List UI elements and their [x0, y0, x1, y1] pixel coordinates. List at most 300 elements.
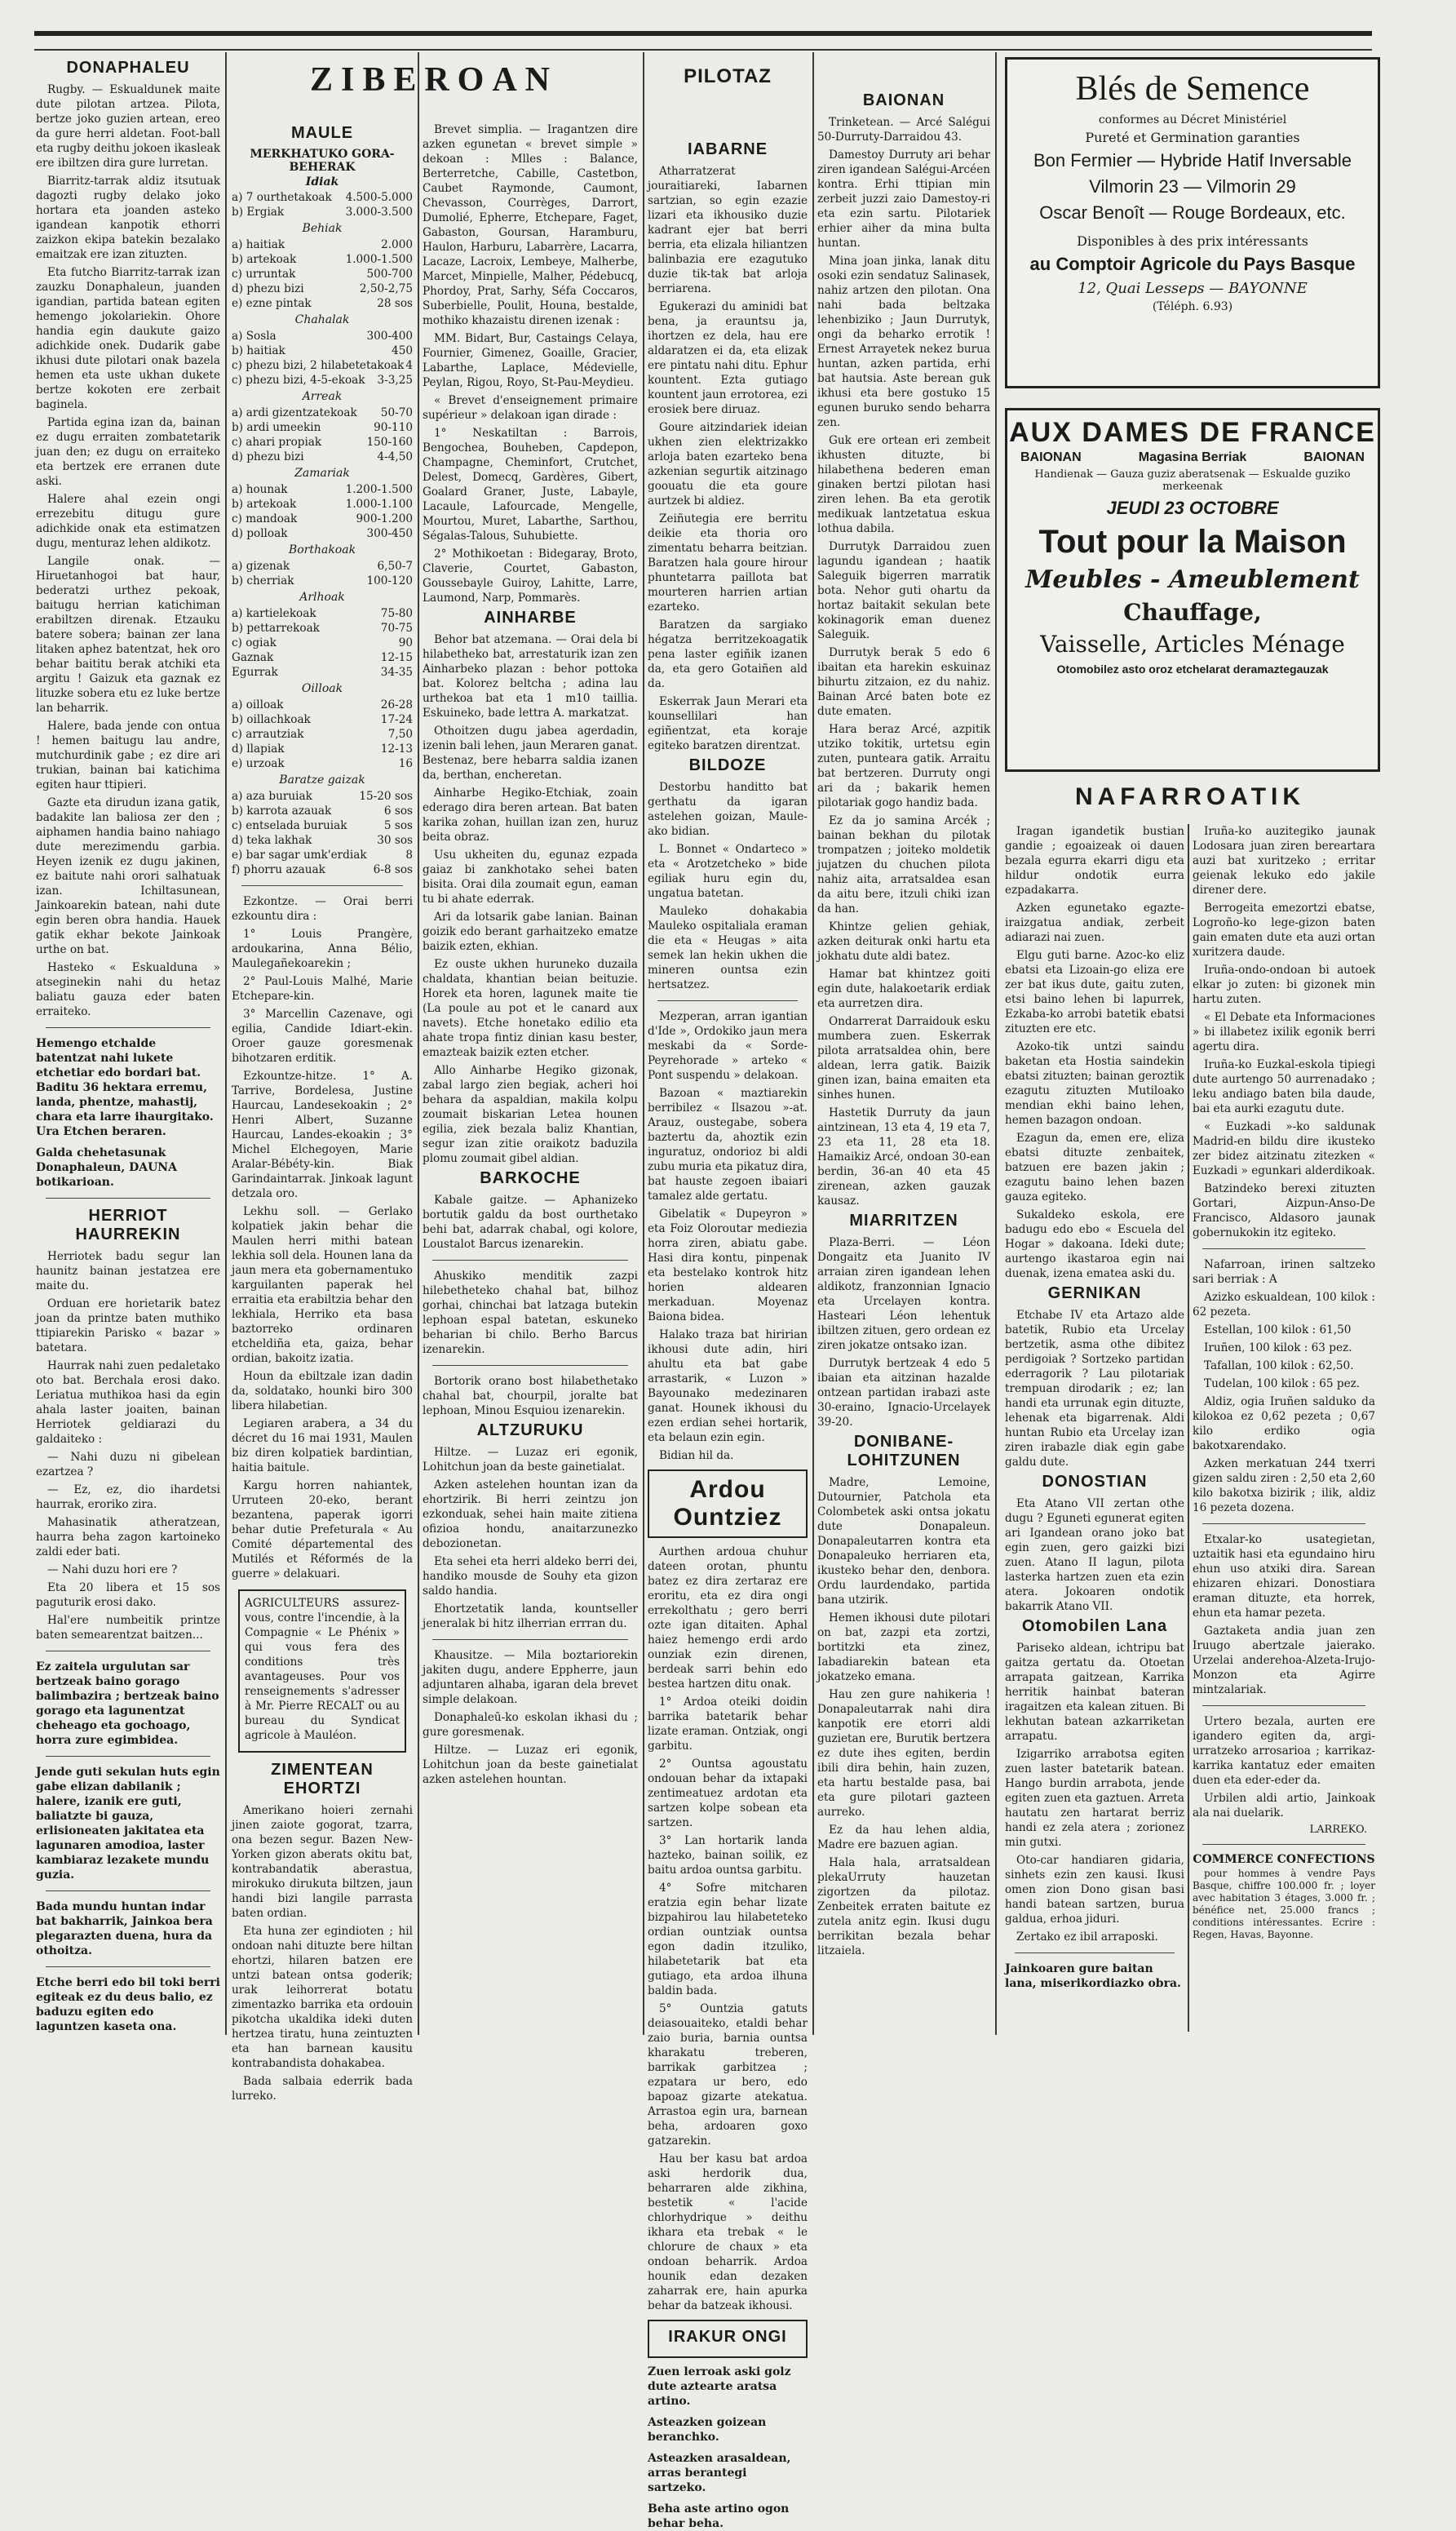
article-body — [1193, 1257, 1375, 1515]
paragraph: L. Bonnet « Ondarteco » eta « Arotzetcheko » bide egiliak huru egin du, ungatua batetan. — [648, 843, 808, 900]
market-row — [232, 344, 413, 358]
paragraph: Eta Atano VII zertan othe dugu ? Eguneti egunerat egiten ari Igandean orano joko bat egin zuen, gero gaizki bizi zuen. Atano II lagun, pilota lasterka hartzen zuen eta ezin atera. Jokoaren ondotik bakarrik Atano VII. — [1005, 1497, 1184, 1613]
paragraph: Ezagun da, emen ere, eliza ebatsi dituzte zenbaitek, batzuen ere bazen jakin ; ezagutu baino lehen bazen gauza egiteko. — [1005, 1132, 1184, 1203]
paragraph: 2° Mothikoetan : Bidegaray, Broto, Claverie, Courtet, Gabaston, Goussebayle Guiroy, Lahitte, Larre, Laumond, Narp, Pommarès. — [423, 547, 638, 605]
market-price: 1.000-1.500 — [345, 253, 413, 266]
ad-line: au Comptoir Agricole du Pays Basque — [1029, 254, 1356, 274]
market-row — [232, 329, 413, 344]
article-body — [817, 1235, 990, 1430]
article-body — [1193, 1532, 1375, 1697]
market-price: 16 — [398, 757, 413, 770]
market-item: a) Sosla — [232, 330, 277, 343]
paragraph: Hara beraz Arcé, azpitik utziko tokitik, urtetsu egin zuten, punteara gatik. Arraitu bat bertzeren. Durruty ongi ari da ; bakarik hemen pilotariak gogo handiz bada. — [817, 723, 990, 809]
paragraph: Donaphaleū-ko eskolan ikhasi du ; gure goresmenak. — [423, 1711, 638, 1739]
market-price: 6 sos — [383, 805, 413, 818]
market-price: 12-13 — [380, 742, 413, 756]
market-item: c) phezu bizi, 2 hilabetetakoak — [232, 359, 405, 372]
market-item: d) llapiak — [232, 742, 285, 756]
section-title: HERRIOT HAURREKIN — [75, 1207, 181, 1243]
paragraph: Gibelatik « Dupeyron » eta Foiz Oloroutar mediezia horra ziren, abiatu gabe. Hasi dira kontu, pinpenak eta bestelako kontrok hitz horien aldearen merkaduan. Moyenaz Baiona bidea. — [648, 1208, 808, 1323]
paragraph: Aurthen ardoua chuhur dateen orotan, phuntu batez ez dira zertaraz ere eroritu, eta ez dira ongi errekolthatu ; gero berri ozte igan ditaiten. Aphal haiez hemengo erdi ardo ounziak ezin direnen, berdeak sarri behin edo bestea hartzen ditu onak. — [648, 1545, 808, 1691]
market-row — [232, 574, 413, 588]
market-row: Zamariak — [294, 467, 350, 480]
divider — [46, 1966, 210, 1967]
ad-title: Blés de Semence — [1075, 70, 1310, 108]
market-row — [232, 435, 413, 450]
paragraph: Azken egunetako egazte-iraizgatua andiak, zerbeit adiarazi nai zuen. — [1005, 902, 1184, 944]
column-rule — [418, 52, 419, 2035]
paragraph: Atharratzerat jouraitiareki, Iabarnen sartzian, so egin ezazie lizari eta ikhousiko duzie kadrant ejer bat berri berria, eta elizala hiliantzen balinbazia ere ezagutuko duzie tik-tak bat arloja berriarena. — [648, 165, 808, 295]
paragraph: Batzindeko berexi zituzten Gortari, Aizpun-Anso-De Francisco, Aldasoro jaunak gobernukokin itz egiteko. — [1193, 1182, 1375, 1239]
market-price: 2.000 — [381, 238, 413, 251]
paragraph: Aldiz, ogia Iruñen salduko da kilokoa ez 0,62 pezeta ; 0,67 kilo erdiko ogia bakotxarendako. — [1193, 1395, 1375, 1452]
section-title: BARKOCHE — [480, 1169, 581, 1187]
notice: Hemengo etchalde batentzat nahi lukete etchetiar edo bordari bat. Baditu 36 hektara erremu, landa, phentze, mahastij, chara eta larre ihaurgitako. Ura Etchen beraren. — [36, 1037, 214, 1138]
section-title: IABARNE — [687, 140, 768, 158]
paragraph: Destorbu handitto bat gerthatu da igaran astelehen goizan, Maule-ako bidian. — [648, 781, 808, 838]
article-body — [423, 1374, 638, 1418]
paragraph: Usu ukheiten du, egunaz ezpada gaiaz bi zankhotako sehei baten bisita. Orai dila zoumait egun, eaman tu bi ahate ederrak. — [423, 849, 638, 906]
market-row — [232, 756, 413, 771]
article-body — [423, 1445, 638, 1631]
article-body — [1193, 1714, 1375, 1820]
market-row: Oilloak — [301, 682, 343, 695]
paragraph: Ezkontze. — Orai berri ezkountu dira : — [232, 895, 413, 923]
market-price: 28 sos — [377, 297, 413, 310]
market-table — [232, 190, 413, 877]
market-item: d) phezu bizi — [232, 282, 304, 295]
paragraph: Herriotek badu segur lan haunitz bainan jestatzea ere maite du. — [36, 1250, 220, 1292]
market-row — [232, 281, 413, 296]
paragraph: 4° Sofre mitcharen eratzia egin behar lizate bizpahirou lau hilabeteteko ordian ountziak ountsa egon dadin itzuliko, hilabetetarik bat eta gutiago, eta ardoa ilhuna baldin bada. — [648, 1882, 808, 1997]
market-price: 1.000-1.100 — [345, 498, 413, 511]
market-price: 17-24 — [380, 713, 413, 726]
maxim: Etche berri edo bil toki berri egiteak ez du deus balio, ez baduzu egiten edo laguntzen kaseta ona. — [36, 1976, 220, 2033]
paragraph: Amerikano hoieri zernahi jinen zaiote gogorat, tzarra, ona bezen segur. Bazen New-Yorken gizon aberats okitu bat, kontrabandatik aberastua, mirokuko dirukuta biltzen, jaun handi bizi langile parrasta baten ordian. — [232, 1804, 413, 1920]
paragraph: 3° Lan hortarik landa hazteko, bainan soilik, ez baitu ardoa ountsa garbitu. — [648, 1834, 808, 1877]
paragraph: Mauleko dohakabia Mauleko ospitaliala eraman die eta « Heugas » aita semek lan hekin ukhen die mineren ountsa ezin hertsatzez. — [648, 905, 808, 991]
ad-line: Otomobilez asto oroz etchelarat deramaztegauzak — [1056, 663, 1329, 676]
market-price: 3.000-3.500 — [345, 206, 413, 219]
market-item: e) bar sagar umk'erdiak — [232, 849, 367, 862]
market-row — [232, 512, 413, 526]
column-rule — [225, 52, 227, 2035]
market-price: 90 — [398, 636, 413, 649]
paragraph: Trinketean. — Arcé Salégui 50-Durruty-Darraidou 43. — [817, 116, 990, 144]
market-row — [232, 727, 413, 742]
market-row — [232, 636, 413, 650]
column-rule — [995, 52, 997, 2035]
notice-list — [648, 2365, 808, 2531]
paragraph: Brevet simplia. — Iragantzen dire azken egunetan « brevet simple » dekoan : Mlles : Balance, Berterretche, Cabille, Castetbon, Caubet Raymonde, Caumont, Chevasson, Courrèges, Darrort, Dumolié, Epherre, Etchepare, Faget, Gabaston, Goursan, Haramburu, Haulon, Harburu, Labarrère, Lacarra, Lacaze, Lacroix, Lembeye, Malherbe, Marcet, Minpielle, Malher, Pédebucq, Phordoy, Prat, Sarhy, Séfa Coccaros, Suberbielle, Poulit, Houna, bestalde, mothiko khazaistu direnen izenak : — [423, 123, 638, 327]
market-item: b) cherriak — [232, 574, 294, 587]
ad-line: BAIONAN — [1020, 450, 1082, 464]
section-title-pilotaz: PILOTAZ — [684, 65, 772, 87]
ad-bles-de-semence — [1005, 57, 1380, 388]
top-rule — [34, 31, 1372, 36]
ad-line: BAIONAN — [1303, 450, 1365, 464]
section-title: AINHARBE — [484, 609, 577, 627]
paragraph: Houn da ebiltzale izan dadin da, soldatako, hounki biro 300 libera hilabetian. — [232, 1370, 413, 1412]
market-row — [232, 559, 413, 574]
market-item: c) ahari propiak — [232, 436, 322, 449]
market-row — [232, 665, 413, 680]
market-row — [232, 373, 413, 388]
paragraph: 5° Ountzia gatuts deiasouaiteko, etaldi behar zaio buria, barnia ountsa kharakatu treberen, barrikak garbitzea ; ezpatara ur bero, edo bapoaz gizarte atekatua. Arrastoa egin ura, barnean beha, ardoaren goxo gatzarekin. — [648, 2002, 808, 2148]
ad-line: conformes au Décret Ministériel — [1098, 113, 1287, 126]
paragraph: Elgu guti barne. Azoc-ko eliz ebatsi eta Lizoain-go eliza ere zer bat ikus dute, gaitu zuten, etsi baino lehen bi lapurrek, Ezkaba-ko arrobi batetik ebatsi zituzten ere etc. — [1005, 949, 1184, 1035]
ad-line: Handienak — Gauza guziz aberatsenak — Eskualde guziko merkeenak — [1034, 468, 1351, 493]
market-row — [232, 789, 413, 804]
divider — [432, 1260, 628, 1261]
market-row — [232, 862, 413, 877]
ad-line: Magasina Berriak — [1138, 450, 1247, 464]
market-price: 26-28 — [380, 698, 413, 711]
market-row: Baratze gaizak — [279, 773, 365, 787]
paragraph: Zuen lerroak aski golz dute aztearte aratsa artino. — [648, 2365, 791, 2408]
paragraph: Rugby. — Eskualdunek maite dute pilotan artzea. Pilota, bertze joko guzien artean, ereo da gure herri aldetan. Foot-ball eta rugby deithu jokoen ikasleak ere ibiltzen dira gure lurretan. — [36, 83, 220, 170]
paragraph: Pariseko aldean, ichtripu bat gaitza gertatu da. Otoetan arrapata gaitzean, Karrika herritik hainbat bateran iragaitzen eta kalean zituen. Bi lekhutan batean azkarriketan arrapatu. — [1005, 1642, 1184, 1743]
section-title: DONAPHALEU — [66, 59, 190, 77]
market-row — [232, 712, 413, 727]
article-body — [1005, 1641, 1184, 1944]
paragraph: Biarritz-tarrak aldiz itsutuak dagozti rugby delako joko hortara eta joanden asteko igandean kanpotik ethorri zaizkon ekipa batekin bezalako emaitzak ere izan zituzten. — [36, 175, 220, 261]
paragraph: Bazoan « maztiarekin berribilez « Ilsazou »-at. Arauz, oustegabe, sobera baztertu da, ahoztik ezin inguratuz, ondorioz bi aldi zubu muria eta pikatuz dira, bat hauste zegoen ibaiari tamalez alde gertatu. — [648, 1087, 808, 1203]
paragraph: MM. Bidart, Bur, Castaings Celaya, Fournier, Gimenez, Goaille, Gracier, Labarthe, Laplace, Médevielle, Peylan, Rigou, Royo, St-Pau-Meydieu. — [423, 332, 638, 389]
paragraph: Hamar bat khintzez goiti egin dute, halakoetarik erdiak eta aurretzen dira. — [817, 968, 990, 1010]
paragraph: Ainharbe Hegiko-Etchiak, zoain ederago dira beren artean. Bat baten karika zohan, huillan izan zen, huruz beita obraz. — [423, 787, 638, 844]
paragraph: Kargu horren nahiantek, Urruteen 20-eko, berant bezantena, paperak igorri behar dutie Prefeturala « Au Comité départemental des Mutilés et Réformés de la guerre » delakuari. — [232, 1479, 413, 1580]
maxim: Jainkoaren gure baitan lana, miserikordiazko obra. — [1005, 1962, 1181, 1990]
ad-line: JEUDI 23 OCTOBRE — [1106, 498, 1279, 518]
paragraph: Mina joan jinka, lanak ditu osoki ezin sendatuz Salinasek, nahiz artzen den pilotan. Ona nahi bada beltzaka lehenbiziko ; Jaun Durrutyk, ongi da beharko errotik ! Ernest Arrayetek nekez burua huntan, azken partida, erhi bat hautsia. Aste berean guk ikhusi eta bere gostuko 15 egunen buruko sendo beharra zen. — [817, 255, 990, 429]
market-price: 4 — [405, 359, 413, 372]
ad-line: Tout pour la Maison — [1038, 524, 1347, 560]
market-item: f) phorru azauak — [232, 863, 325, 876]
article-body — [36, 82, 220, 1019]
article-body — [648, 1009, 808, 1463]
market-item: b) artekoak — [232, 498, 297, 511]
paragraph: Orduan ere horietarik batez joan da printze baten muthiko ttipiarekin Parisko « bazar » batetara. — [36, 1297, 220, 1354]
paragraph: Eta futcho Biarritz-tarrak izan zauzku Donaphaleun, juanden igandian, partida batean egiten hemengo jokolariekin. Ohore handia egin daukute gaizo adichkide onek. Dudarik gabe ikhusi dute pilotari onak bazela hemen eta uste ukhan dukete bertze kokoten ere zerbait baginela. — [36, 266, 220, 411]
divider — [1202, 1844, 1365, 1845]
paragraph: Gazte eta dirudun izana gatik, badakite lan baliosa zer den ; aiphamen handia baino nahiago dute merezimendu garbia. Heyen izenik ez dugu jakinen, ez baitute nahi orori salhatuak izan. Ichiltasunean, Jainkoarekin batean, nahi dute egin beren obra handia. Hauek gatik ekhar bekote Jainkoak urthe on bat. — [36, 796, 220, 956]
column-rule — [1188, 824, 1189, 2032]
market-row: Borthakoak — [288, 543, 356, 556]
market-row — [232, 420, 413, 435]
ad-text: pour hommes à vendre Pays Basque, chiffre 100.000 fr. ; loyer avec habitation 3 étages, 3.000 fr. ; bénéfice net, 25.000 francs ; conditions intéressantes. Ecrire : Regen, Havas, Bayonne. — [1193, 1868, 1375, 1940]
paragraph: Zertako ez ibil arraposki. — [1016, 1930, 1158, 1944]
maxim: Ez zaitela urgulutan sar bertzeak baino gorago balimbazira ; bertzeak baino gorago eta lagunentzat cheheago eta gochoago, horra zure egimbidea. — [36, 1660, 219, 1747]
paragraph: Ez da jo samina Arcék ; bainan bekhan du pilotak trompatzen ; joiteko moldetik jujatzen du chuchen pilota nahiz aita, arratsaldea esan da aitu bere, itzuli chiki izan da han. — [817, 814, 990, 915]
market-item: c) entselada buruiak — [232, 819, 347, 832]
paragraph: Eskerrak Jaun Merari eta kounsellilari han egiñentzat, eta koraje egiteko baratzen direntzat. — [648, 695, 808, 752]
paragraph: Khintze gelien gehiak, azken deiturak onki hartu eta jokhatu dute aldi batez. — [817, 920, 990, 963]
paragraph: Nafarroan, irinen saltzeko sari berriak : A — [1193, 1258, 1375, 1286]
section-title: BILDOZE — [688, 756, 767, 774]
market-item: Gaznak — [232, 651, 274, 664]
paragraph: Hiltze. — Luzaz eri egonik, Lohitchun joan da beste gainetialat. — [423, 1446, 638, 1474]
paragraph: Hasteko « Eskualduna » atseginekin nahi du hetaz baliatu gauza eder baten erraiteko. — [36, 961, 220, 1018]
ad-line: Vaisselle, Articles Ménage — [1040, 631, 1345, 658]
paragraph: Plaza-Berri. — Léon Dongaitz eta Juanito IV arraian ziren igandean lehen aldikotz, franzonnian Ignacio eta Urcelayen kontra. Hasteari Léon lehentuk ibiltzen zituen, gero ordean ez ziren jokatze ontsako izan. — [817, 1236, 990, 1352]
article-body — [648, 164, 808, 753]
banner-ziberoan — [230, 59, 638, 104]
market-price: 34-35 — [380, 666, 413, 679]
market-subtitle: Idiak — [305, 175, 339, 188]
paragraph: Partida egina izan da, bainan ez dugu erraiten zombatetarik juan den; ez dugu on erraiteko eta bertzek ere erranen dute aski. — [36, 416, 220, 488]
market-row — [232, 205, 413, 219]
article-body — [232, 894, 413, 1581]
market-item: e) ezne pintak — [232, 297, 312, 310]
market-item: b) ardi umeekin — [232, 421, 321, 434]
market-item: b) karrota azauak — [232, 805, 332, 818]
market-row — [232, 267, 413, 281]
market-row — [232, 650, 413, 665]
divider — [46, 1890, 210, 1891]
paragraph: Gaztaketa andia juan zen Iruugo abertzale jaierako. Urzelai anderehoa-Alzeta-Irujo-Monzon eta Agirre mintzalariak. — [1193, 1625, 1375, 1696]
divider — [1202, 1523, 1365, 1524]
section-title: BAIONAN — [862, 91, 945, 109]
article-body — [648, 780, 808, 992]
paragraph: Ez da hau lehen aldia, Madre ere bazuen agian. — [817, 1824, 990, 1851]
ad-agriculteurs — [238, 1589, 406, 1753]
paragraph: Durrutyk berak 5 edo 6 ibaitan eta harekin eskuinaz bihurtu zitzaion, ez du nahiz. Bainan Arcé baten bote ez dute ematen. — [817, 646, 990, 718]
market-item: b) artekoak — [232, 253, 297, 266]
paragraph: Ari da lotsarik gabe lanian. Bainan goizik edo berant garhaitzeko ematze baizik ezten, ekhian. — [423, 911, 638, 953]
paragraph: Hal'ere numbeitik printze baten semearentzat baitzen... — [36, 1614, 220, 1642]
paragraph: — Ez, ez, dio ihardetsi haurrak, eroriko zira. — [36, 1483, 220, 1511]
paragraph: « Euzkadi »-ko saldunak Madrid-en bildu dire ikusteko zer bidez aitzinatu zitezken « Euzkadi » egunkari alderdikoak. — [1193, 1120, 1375, 1177]
ad-aux-dames-de-france — [1005, 408, 1380, 772]
maxim: Jende guti sekulan huts egin gabe elizan dabilanik ; halere, izanik ere guti, baliatzte bi gauza, erlisioneaten jakitatea eta lagunaren amodioa, laster kambiaraz lezakete mundu guzia. — [36, 1766, 220, 1882]
paragraph: Iragan igandetik bustian gandie ; egoaizeak oi dauen bezala egurra ekarri digu eta hildur ondotik eurra ezpadakarra. — [1005, 825, 1184, 897]
paragraph: Iruña-ondo-ondoan bi autoek elkar jo zuten: bi gizonek min hartu zuten. — [1193, 964, 1375, 1006]
paragraph: Khausitze. — Mila boztariorekin jakiten dugu, andere Eppherre, jaun adjuntaren alhaba, igaran dela brevet simple delakoan. — [423, 1649, 638, 1706]
paragraph: Etxalar-ko usategietan, uztaitik hasi eta egundaino hiru ehun uso atxiki dira. Sarean ehizaren ehizari. Donostiara eraman dituzte, eta horrek, ehun eta hamar pezeta. — [1193, 1533, 1375, 1620]
divider — [46, 1756, 210, 1757]
market-row: Arreak — [302, 390, 343, 403]
paragraph: Ez ouste ukhen huruneko duzaila chaldata, khantian beian beituzie. Horek eta horen, lagunek maite tie (La poule au pot et le canard aux navets). Etche honetako edilio eta ahate tropa fintiz dinian kasu bester, emazteak baizik ezten etcher. — [423, 958, 638, 1059]
section-title: Otomobilen Lana — [1021, 1617, 1168, 1635]
paragraph: Hau ber kasu bat ardoa aski herdorik dua, beharraren alde zikhina, bestetik « l'acide chlorhydrique » deithu ikhara eta trebak « le chlorure de chaux » eta ondoan beharrik. Ardoa hounik edan dezaken zaharrak ere, hain apurka behar da batzeak ikhousi. — [648, 2152, 808, 2312]
paragraph: Hiltze. — Luzaz eri egonik, Lohitchun joan da beste gainetialat azken astelehen hountan. — [423, 1744, 638, 1786]
market-row — [232, 804, 413, 818]
paragraph: « El Debate eta Informaciones » bi illabetez ixilik egonik berri agertu dira. — [1193, 1011, 1375, 1053]
paragraph: Asteazken arasaldean, arras berantegi sartzeko. — [648, 2452, 791, 2494]
article-body — [423, 1648, 638, 1787]
paragraph: Hau zen gure nahikeria ! Donapaleutarrak nahi dira kanpotik ere etorri aldi guzietan ere, Burutik bertzera ez dute ihes egiten, berdin ibili dira behin, hain zuzen, eta hartu bestalde pasa, bai eta gure pilotari gazteen aurreko. — [817, 1688, 990, 1819]
paragraph: Berrogeita emezortzi ebatse, Logroño-ko lege-gizon baten gain ematen dute eta auzi ortan xuritzera daude. — [1193, 902, 1375, 959]
paragraph: 1° Louis Prangère, ardoukarina, Anna Bélio, Maulegañekoarekin ; — [232, 928, 413, 970]
market-item: a) haitiak — [232, 238, 285, 251]
market-price: 6,50-7 — [377, 560, 413, 573]
market-item: a) oilloak — [232, 698, 284, 711]
ad-text: AGRICULTEURS assurez-vous, contre l'incendie, à la Compagnie « Le Phénix » qui vous fera des conditions très avantageuses. Pour vos renseignements s'adresser à Mr. Pierre RECALT ou au bureau du Syndicat agricole à Mauléon. — [245, 1597, 400, 1742]
signature: LARREKO. — [1309, 1824, 1367, 1836]
paragraph: Halako traza bat hiririan ikhousi dute adin, hiri ahultu eta bat gabe arrastarik, « Luzon » Bayounako medezinaren ganat. Hounek ikhousi du ezen erdian sehei hortarik, eta belaun ezin egin. — [648, 1328, 808, 1444]
paragraph: Othoitzen dugu jabea agerdadin, izenin bali lehen, jaun Meraren ganat. Bestenaz, bere hebarra saldia izanen da, berthan, encheretan. — [423, 725, 638, 782]
market-item: c) arrautziak — [232, 728, 304, 741]
column-ziberoan-2 — [423, 122, 638, 2032]
divider — [46, 1198, 210, 1199]
market-item: e) urzoak — [232, 757, 285, 770]
paragraph: Estellan, 100 kilok : 61,50 — [1204, 1323, 1352, 1336]
banner-nafarroatik: NAFARROATIK — [1074, 783, 1306, 810]
paragraph: Durrutyk bertzeak 4 edo 5 ibaian eta aitzinan hazalde ontzean partidan irabazi aste 30-eraino, Ignacio-Urcelayek 39-20. — [817, 1357, 990, 1429]
ad-line: 12, Quai Lesseps — BAYONNE — [1078, 280, 1308, 297]
maxim: Bada mundu huntan indar bat bakharrik, Jainkoa bera plegarazten duena, hura da othoitza. — [36, 1900, 213, 1957]
paragraph: 3° Marcellin Cazenave, ogi egilia, Candide Idiart-ekin. Oroer gauze goresmenak bihotzaren erditik. — [232, 1008, 413, 1065]
article-body — [1005, 1308, 1184, 1469]
ad-line: Meubles - Ameublement — [1025, 565, 1360, 594]
market-row — [232, 482, 413, 497]
paragraph: Zeiñutegia ere berritu deikie eta thoria oro zimentatu beharra beitzian. Baratzen hala goure hirour phuntetarra paillota bat mourteren harrien artian ezarteko. — [648, 512, 808, 614]
paragraph: Durrutyk Darraidou zuen lagundu igandean ; haatik Saleguik bigerren marratik bota. Nehor guti ohartu da hortaz baitakit sekulan bete kokinagorik eman duenez Saleguik. — [817, 540, 990, 641]
market-row — [232, 621, 413, 636]
market-price: 4-4,50 — [377, 450, 413, 463]
paragraph: Eta 20 libera et 15 sos paguturik erosi dako. — [36, 1581, 220, 1609]
paragraph: Beha aste artino ogon behar beha. — [648, 2502, 790, 2530]
market-item: c) mandoak — [232, 512, 298, 525]
market-item: a) aza buruiak — [232, 790, 312, 803]
market-row — [232, 190, 413, 205]
market-row — [232, 848, 413, 862]
paragraph: Egukerazi du aminidi bat bena, ja erauntsu ja, ihortzen ez dela, hau ere aldaratzen ei da, eta elizak ere pintatu nahi ditu. Ephur kountent. Ezta gutiago kountent jaun errotorea, ezi erosiek bere diruaz. — [648, 300, 808, 416]
market-price: 7,50 — [387, 728, 413, 741]
market-item: a) ardi gizentzatekoak — [232, 406, 357, 419]
paragraph: Ezkountze-hitze. 1° A. Tarrive, Bordelesa, Justine Haurcau, Landesekoakin ; 2° Henri Albert, Suzanne Haurcau, Landes-ekoakin ; 3° Michel Elchegoyen, Marie Aralar-Bébéty-kin. Biak Garindaintarrak. Jinkoak lagunt detzala oro. — [232, 1070, 413, 1200]
paragraph: Azoko-tik untzi saindu baketan eta Hostia saindekin ebatsi zituzten; bainan geroztik ezagutu zituzten Mutiloako mendian ekhi baino lehen, hemen bazagon ondoan. — [1005, 1040, 1184, 1127]
column-rule — [643, 52, 644, 2035]
market-item: b) haitiak — [232, 344, 285, 357]
paragraph: Ahuskiko menditik zazpi hilebetheteko chahal bat, bilhoz gorhai, chinchai bat latzaga butekin lephoan espal batetan, eskuneko beharian bi chilo. Berho Barcus izenarekin. — [423, 1270, 638, 1356]
paragraph: Hala hala, arratsaldean plekaUrruty hauzetan zigortzen da pilotaz. Zenbeitek erraten baitute ez zutela anitz egin. Ikusi dugu berrikitan bezala behar litzaiela. — [817, 1856, 990, 1957]
paragraph: Langile onak. — Hiruetanhogoi bat haur, bederatzi urthez pekoak, baitugu herrian katichiman erabiltzen direnak. Etzauku batere sobera; bainan zer lana litaken aphez batentzat, hek oro behar baititu berak atchiki eta argitu ! Gaizuk eta gaznak ez lituzke sobera etu ez luke bertze lan beharrik. — [36, 555, 220, 715]
paragraph: Guk ere ortean eri zembeit ikhusten dituzte, bi hilabethena bederen eman ginaken bertzi pilotan hasi ziren lehen. Ba eta gerotik medikuak lantzetatua eskua lothua dabila. — [817, 434, 990, 535]
market-price: 100-120 — [366, 574, 413, 587]
divider — [432, 1365, 628, 1366]
market-item: b) Ergiak — [232, 206, 285, 219]
paragraph: Azken merkatuan 244 txerri gizen saldu ziren : 2,50 eta 2,60 kilo bakotxa bizirik ; ilik, aldiz 16 pezeta dozena. — [1193, 1457, 1375, 1514]
paragraph: Izigarriko arrabotsa egiten zuen laster batetarik batean. Hango burdin arrabota, jende egiten zuen eta gaztuen. Arreta hautatu zen hartarat berriz handi ez zela atera ; zorionez min gutxi. — [1005, 1748, 1184, 1849]
ad-row — [1007, 450, 1378, 465]
market-item: a) kartielekoak — [232, 607, 316, 620]
paragraph: 1° Ardoa oteiki doidin barrika batetarik behar lizate eraman. Ontziak, ongi garbitu. — [648, 1695, 808, 1753]
ad-title: AUX DAMES DE FRANCE — [1009, 417, 1376, 448]
paragraph: Azizko eskualdean, 100 kilok : 62 pezeta. — [1193, 1291, 1375, 1319]
market-price: 1.200-1.500 — [345, 483, 413, 496]
market-subtitle: MERKHATUKO GORA-BEHERAK — [250, 148, 395, 174]
market-row — [232, 450, 413, 464]
ad-line: Vilmorin 23 — Vilmorin 29 — [1089, 176, 1296, 197]
market-row — [232, 406, 413, 420]
column-rule — [812, 52, 814, 2035]
paragraph: Sukaldeko eskola, ere badugu edo ebo « Escuela del Hogar » dakoana. Ideki dute; aurtengo ikastaroa egin nai duenak, izena ematea aski du. — [1005, 1208, 1184, 1280]
market-row — [232, 252, 413, 267]
section-title: GERNIKAN — [1047, 1284, 1142, 1302]
market-price: 4.500-5.000 — [345, 191, 413, 204]
paragraph: Urtero bezala, aurten ere igandero egiten da, argi-urratzeko arrosarioa ; karrikaz-karrika kantatuz eder emaiten duen eta eder-eder da. — [1193, 1715, 1375, 1787]
paragraph: Allo Ainharbe Hegiko gizonak, zabal largo zien begiak, acheri hoi behara da aspaldian, makila kolpu zoumait biskarian Letea hounen egilia, ziek bezala baliz Khantian, segur izan zitie oraikotz baduzila plomu zoumait gibel aldian. — [423, 1064, 638, 1165]
market-item: b) pettarrekoak — [232, 622, 320, 635]
market-item: c) phezu bizi, 4-5-ekoak — [232, 374, 365, 387]
paragraph: Lekhu soll. — Gerlako kolpatiek jakin behar die Maulen herri mithi batean lekhia soll dela. Hounen lana da jaun mera eta gobernamentuko karguilanten paperak hel erraitia eta erabiltzia behar den lekhiala, Herriko eta basa baztorreko ordinaren etcheldiña eta, gaiza, behar ordian, bakoitz izatia. — [232, 1205, 413, 1365]
paragraph: Asteazken goizean beranchko. — [648, 2416, 767, 2444]
ad-line: (Téléph. 6.93) — [1152, 300, 1233, 313]
paragraph: — Nahi duzu ni gibelean ezartzea ? — [36, 1451, 220, 1478]
market-row — [232, 526, 413, 541]
article-body — [36, 1249, 220, 1642]
paragraph: Baratzen da sargiako hégatza berritzekoagatik pena laster egiñik izanen da, eta gero Gotaiñen ald da. — [648, 618, 808, 690]
ad-line: Oscar Benoît — Rouge Bordeaux, etc. — [1039, 202, 1346, 223]
paragraph: Azken astelehen hountan izan da ehortzirik. Bi herri zeintzu jon ezkonduak, sehei hain maite zitiena ofizioa hondu, anaitarzunezko debozionetan. — [423, 1478, 638, 1550]
paragraph: Ondarrerat Darraidouk esku mumbera zuen. Eskerrak pilota arratsaldea ohin, bere aldean, lerra gatik. Baizik ginen izan, baina emaiten eta sinhes hunen. — [817, 1015, 990, 1101]
market-item: b) oillachkoak — [232, 713, 311, 726]
section-title: ALTZURUKU — [476, 1421, 584, 1439]
divider — [241, 885, 403, 886]
paragraph: Urbilen aldi artio, Jainkoak ala nai duelarik. — [1193, 1792, 1375, 1820]
paragraph: Halere ahal ezein ongi errezebitu ditugu gure adichkide onak eta estimatzen dugu, menturaz lehen aldikotz. — [36, 493, 220, 550]
article-body — [1005, 1496, 1184, 1614]
paragraph: — Nahi duzu hori ere ? — [47, 1563, 178, 1576]
column-maule — [232, 122, 413, 2103]
section-title: IRAKUR ONGI — [668, 2328, 787, 2346]
market-row — [232, 358, 413, 373]
paragraph: Hemen ikhousi dute pilotari on bat, zazpi eta zortzi, bortitzki eta zinez, Iabadiarekin batean eta jokatzeko emana. — [817, 1611, 990, 1683]
column-donaphaleu — [36, 57, 220, 2032]
paragraph: Tafallan, 100 kilok : 62,50. — [1204, 1359, 1354, 1372]
ad-line: Chauffage, — [1123, 599, 1262, 626]
paragraph: Legiaren arabera, a 34 du décret du 16 mai 1931, Maulen biz diren kolpatiek bardintian, haitia baitule. — [232, 1417, 413, 1474]
paragraph: 2° Paul-Louis Malhé, Marie Etchepare-kin. — [232, 975, 413, 1003]
irakur-box — [648, 2320, 808, 2358]
market-price: 8 — [405, 849, 413, 862]
section-title: MIARRITZEN — [849, 1212, 958, 1230]
market-item: d) polloak — [232, 527, 288, 540]
paragraph: Iruñen, 100 kilok : 63 pez. — [1204, 1341, 1352, 1354]
paragraph: Eta sehei eta herri aldeko berri dei, handiko mousde de Souhy eta gizon saldo handia. — [423, 1555, 638, 1598]
ad-line: Disponibles à des prix intéressants — [1077, 233, 1308, 249]
paragraph: Haurrak nahi zuen pedaletako oto bat. Berchala erosi dako. Leriatua muthikoa hasi da egin ahala laster joaiten, bainan Herriotek geldiarazi du galdaiteko : — [36, 1359, 220, 1446]
article-body — [232, 1803, 413, 2103]
market-row — [232, 606, 413, 621]
market-price: 12-15 — [380, 651, 413, 664]
market-price: 30 sos — [377, 834, 413, 847]
market-row — [232, 742, 413, 756]
market-price: 450 — [392, 344, 413, 357]
top-rule-thin — [34, 49, 1372, 51]
paragraph: Eta huna zer egindioten ; hil ondoan nahi dituzte bere hiltan ehortzi, hilaren batzen ere untzi batean ontsa goderik; urak leihorrerat botatu zimentazko barrika eta ordouin pikotcha ukaldika ideki duten hertzea tiratu, huna zeintuzten eta han barnean kausitu kontrabandista dohakabea. — [232, 1925, 413, 2070]
market-row — [232, 497, 413, 512]
article-body — [423, 1193, 638, 1252]
article-body — [817, 1475, 990, 1958]
banner-title: ZIBEROAN — [309, 61, 559, 99]
section-title: MAULE — [290, 124, 354, 142]
paragraph: Halere, bada jende con ontua ! hemen baitugu lau andre, mutchurdinik gabe ; ez dire ari trukian, bainan bai katichima egiten haur ttipieri. — [36, 720, 220, 791]
paragraph: Oto-car handiaren gidaria, sinhets ezin zen kausi. Ikusi omen zion Dono gisan basi handi batean sartzen, burua galdua, erhoa jiduri. — [1005, 1854, 1184, 1926]
market-item: d) teka lakhak — [232, 834, 312, 847]
market-row — [232, 296, 413, 311]
paragraph: Madre, Lemoine, Dutournier, Patchola eta Colombetek aski ontsa jokatu dute Donapaleun. Donapaleutarren kontra eta Donapaleuko herriaren eta, ikusteko behar den, denbora. Ordu laurdendako, partida bana utzirik. — [817, 1476, 990, 1607]
article-body — [1193, 824, 1375, 1240]
market-row — [232, 833, 413, 848]
paragraph: Hastetik Durruty da jaun aintzinean, 13 eta 4, 19 eta 7, 23 eta 11, 28 eta 18. Hamaikiz Arcé, ondoan 30-ean berdin, 36-an 40 eta 45 zirenean, azken gauzak kausaz. — [817, 1106, 990, 1208]
market-price: 90-110 — [374, 421, 413, 434]
ad-line: Pureté et Germination garanties — [1085, 130, 1300, 145]
section-title: DONOSTIAN — [1042, 1473, 1148, 1491]
paragraph: Bidian hil da. — [659, 1449, 734, 1462]
